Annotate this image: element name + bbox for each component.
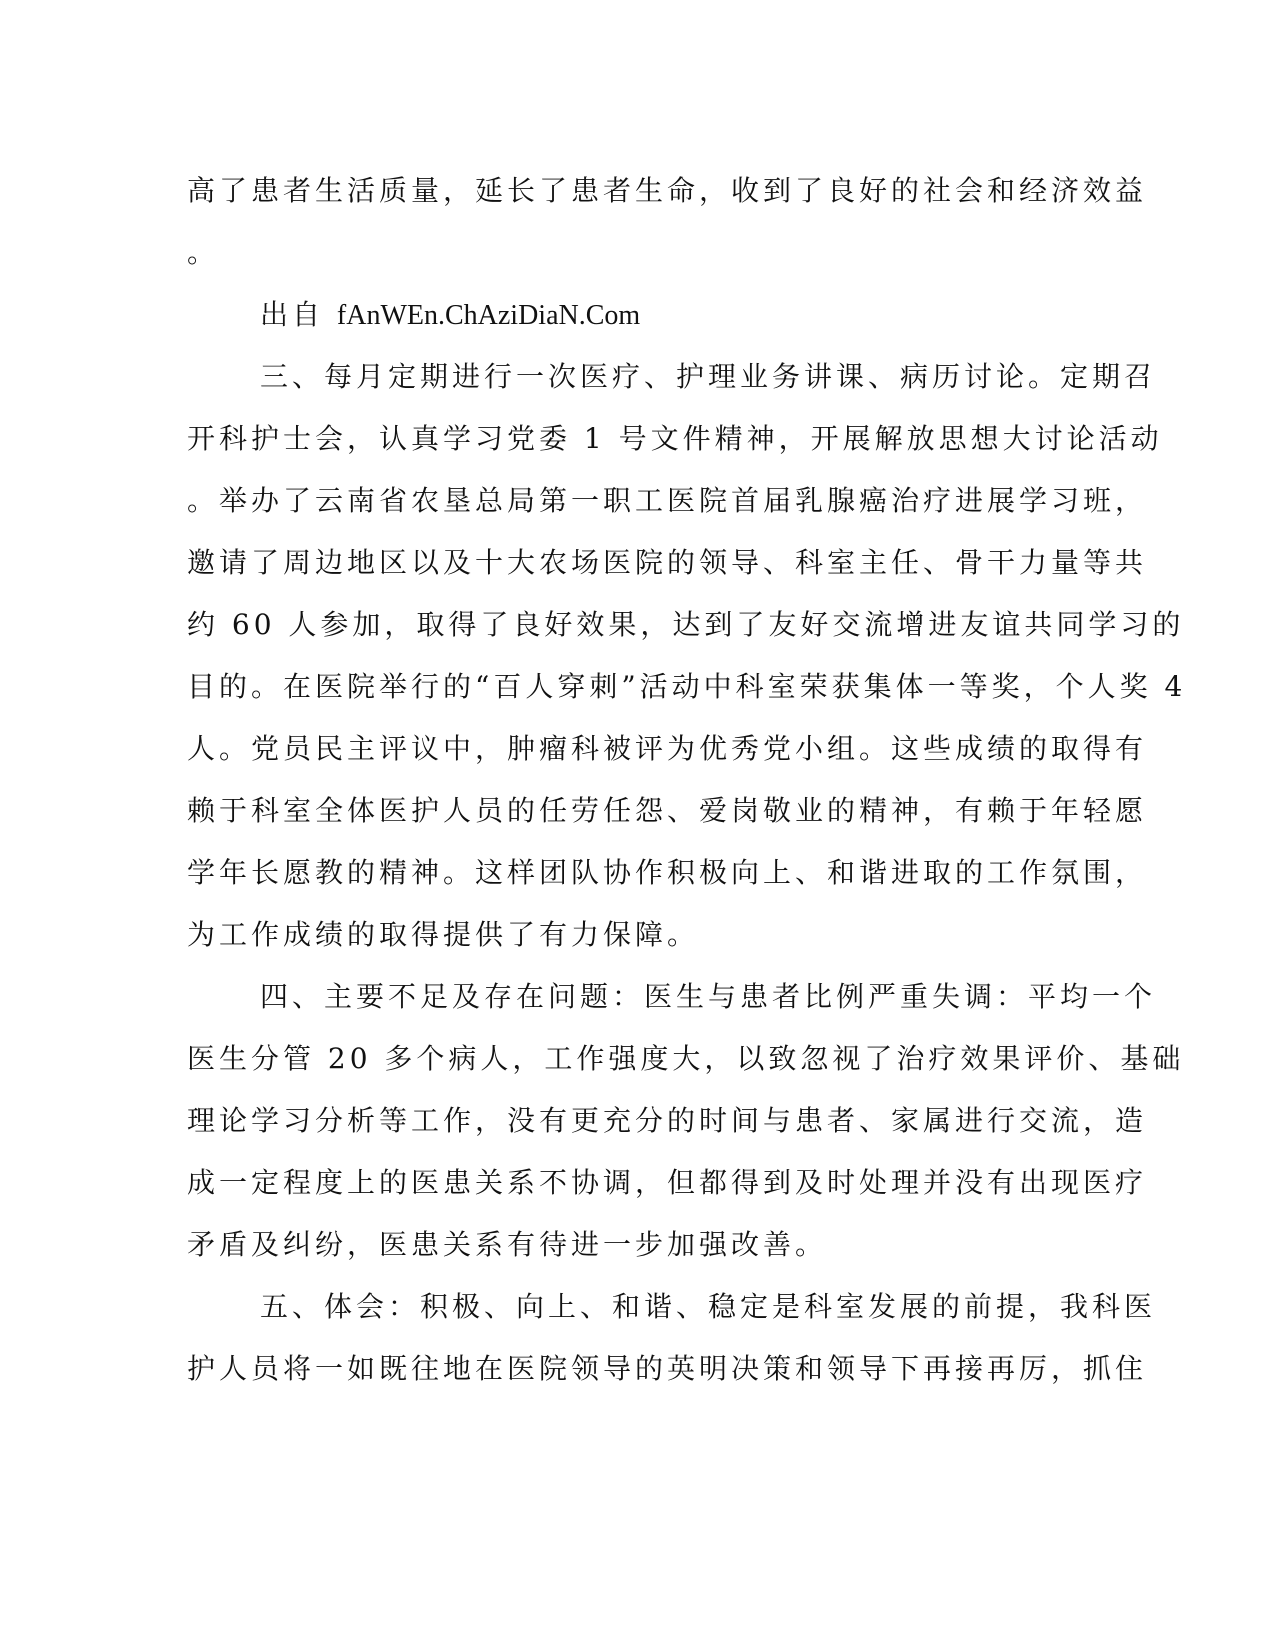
- paragraph-start: 五、体会：积极、向上、和谐、稳定是科室发展的前提，我科医: [260, 1290, 1157, 1323]
- text-line: 矛盾及纠纷，医患关系有待进一步加强改善。: [187, 1228, 828, 1261]
- text-line: 人。党员民主评议中，肿瘤科被评为优秀党小组。这些成绩的取得有: [187, 732, 1148, 765]
- source-url: fAnWEn.ChAziDiaN.Com: [336, 300, 641, 331]
- text-line: 。举办了云南省农垦总局第一职工医院首届乳腺癌治疗进展学习班，: [187, 484, 1148, 517]
- text-line: 护人员将一如既往地在医院领导的英明决策和领导下再接再厉，抓住: [187, 1352, 1148, 1385]
- paragraph-start: 三、每月定期进行一次医疗、护理业务讲课、病历讨论。定期召: [260, 360, 1157, 393]
- text-line: 医生分管 20 多个病人，工作强度大，以致忽视了治疗效果评价、基础: [187, 1042, 1185, 1075]
- text-line: 理论学习分析等工作，没有更充分的时间与患者、家属进行交流，造: [187, 1104, 1148, 1137]
- text-line: 目的。在医院举行的“百人穿刺”活动中科室荣获集体一等奖，个人奖 4: [187, 670, 1187, 703]
- text-line: 。: [187, 236, 220, 269]
- text-line: 学年长愿教的精神。这样团队协作积极向上、和谐进取的工作氛围，: [187, 856, 1148, 889]
- text-line: 邀请了周边地区以及十大农场医院的领导、科室主任、骨干力量等共: [187, 546, 1148, 579]
- source-prefix: 出自: [260, 298, 337, 331]
- paragraph-start: 四、主要不足及存在问题：医生与患者比例严重失调：平均一个: [260, 980, 1157, 1013]
- text-line: 开科护士会，认真学习党委 1 号文件精神，开展解放思想大讨论活动: [187, 422, 1163, 455]
- text-line: 赖于科室全体医护人员的任劳任怨、爱岗敬业的精神，有赖于年轻愿: [187, 794, 1148, 827]
- source-line: [187, 284, 1087, 346]
- document-body: [187, 160, 1187, 1400]
- text-line: 高了患者生活质量，延长了患者生命，收到了良好的社会和经济效益: [187, 174, 1148, 207]
- text-line: 成一定程度上的医患关系不协调，但都得到及时处理并没有出现医疗: [187, 1166, 1148, 1199]
- text-line: 约 60 人参加，取得了良好效果，达到了友好交流增进友谊共同学习的: [187, 608, 1185, 641]
- text-line: 为工作成绩的取得提供了有力保障。: [187, 918, 700, 951]
